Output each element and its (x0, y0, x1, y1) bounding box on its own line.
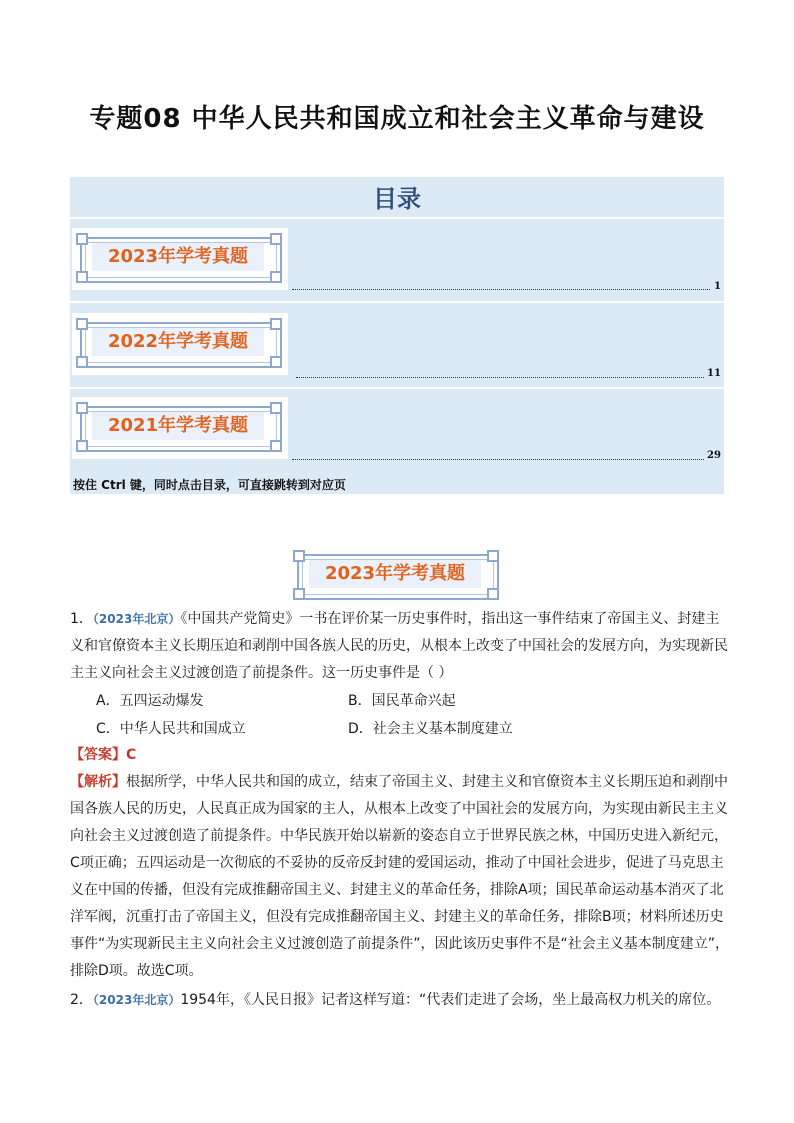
toc-entry-2022-badge[interactable] (72, 313, 288, 375)
section-heading-badge (289, 545, 505, 607)
analysis-block (70, 769, 730, 985)
option-b: B．国民革命兴起 (348, 693, 456, 709)
toc-entry-label[interactable]: 2023年学考真题 (92, 243, 264, 271)
section-heading-label: 2023年学考真题 (309, 560, 481, 588)
option-a: A．五四运动爆发 (96, 693, 204, 709)
toc-page-number[interactable]: 29 (707, 450, 721, 461)
toc-leader-line (292, 275, 710, 290)
option-c: C．中华人民共和国成立 (96, 721, 246, 737)
question-1 (70, 606, 730, 687)
page-title: 专题08 中华人民共和国成立和社会主义革命与建设 (89, 104, 705, 134)
question-number: 1． (70, 611, 93, 627)
analysis-label: 【解析】 (70, 774, 126, 790)
answer-label: 【答案】 (70, 747, 126, 763)
toc-divider (70, 217, 724, 219)
toc-heading: 目录 (373, 185, 421, 213)
question-source: （2023年北京） (92, 993, 181, 1007)
question-number: 2． (70, 992, 93, 1008)
toc-entry-label[interactable]: 2022年学考真题 (92, 328, 264, 356)
table-of-contents (70, 177, 724, 494)
toc-page-number[interactable]: 11 (707, 368, 721, 379)
toc-note: 按住 Ctrl 键，同时点击目录，可直接跳转到对应页 (73, 478, 346, 492)
toc-leader-line (296, 363, 704, 378)
answer-value: C (126, 747, 137, 763)
answer-line (70, 742, 730, 769)
toc-entry-2021-badge[interactable] (72, 397, 288, 459)
question-2 (70, 987, 730, 1014)
question-stem: 1954年，《人民日报》记者这样写道：“代表们走进了会场，坐上最高权力机关的席位。 (180, 992, 721, 1008)
option-d: D．社会主义基本制度建立 (348, 721, 513, 737)
toc-page-number[interactable]: 1 (714, 281, 721, 292)
question-stem: 《中国共产党简史》一书在评价某一历史事件时，指出这一事件结束了帝国主义、封建主义和官僚资本主义长期压迫和剥削中国各族人民的历史，从根本上改变了中国社会的发展方向，为实现新民主主义向社会主义过渡创造了前提条件。这一历史事件是（ ） (70, 611, 728, 681)
toc-entry-label[interactable]: 2021年学考真题 (92, 412, 264, 440)
question-source: （2023年北京） (92, 612, 181, 626)
toc-leader-line (292, 445, 704, 460)
toc-divider (70, 387, 724, 389)
toc-entry-2023-badge[interactable] (72, 228, 288, 290)
analysis-text: 根据所学，中华人民共和国的成立，结束了帝国主义、封建主义和官僚资本主义长期压迫和剥削中国各族人民的历史，人民真正成为国家的主人，从根本上改变了中国社会的发展方向，为实现由新民主主义向社会主义过渡创造了前提条件。中华民族开始以崭新的姿态自立于世界民族之林，中国历史进入新纪元，C项正确；五四运动是一次彻底的不妥协的反帝反封建的爱国运动，推动了中国社会进步，促进了马克思主义在中国的传播，但没有完成推翻帝国主义、封建主义的革命任务，排除A项；国民革命运动基本消灭了北洋军阀，沉重打击了帝国主义，但没有完成推翻帝国主义、封建主义的革命任务，排除B项；材料所述历史事件“为实现新民主主义向社会主义过渡创造了前提条件”，因此该历史事件不是“社会主义基本制度建立”，排除D项。故选C项。 (70, 774, 730, 979)
toc-divider (70, 301, 724, 303)
